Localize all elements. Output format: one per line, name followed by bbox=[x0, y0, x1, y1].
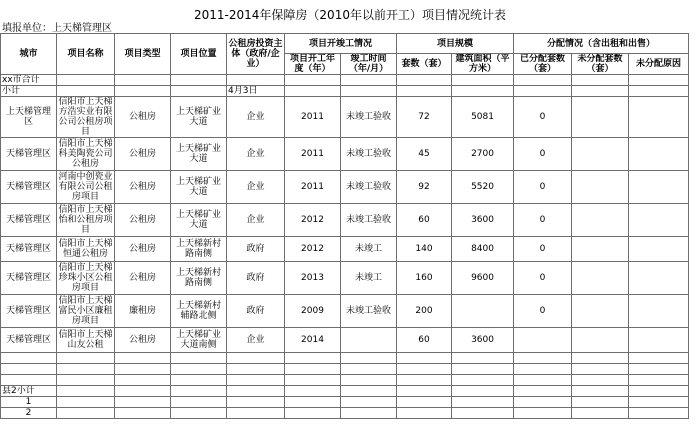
row-location: 上天梯新村路南侧 bbox=[171, 237, 227, 262]
row-start-year: 2012 bbox=[285, 204, 341, 237]
row-location: 上天梯矿业大道 bbox=[171, 171, 227, 204]
header-area: 建筑面积（平方米） bbox=[452, 54, 514, 75]
row-allocated: 0 bbox=[514, 204, 572, 237]
row-location: 上天梯矿业大道 bbox=[171, 97, 227, 138]
header-allocation-group: 分配情况（含出租和出售） bbox=[514, 34, 689, 54]
row-unallocated-reason bbox=[629, 204, 689, 237]
table-row bbox=[1, 171, 689, 204]
city-total-label: xx市合计 bbox=[1, 75, 57, 86]
row-location: 上天梯矿业大道 bbox=[171, 204, 227, 237]
row-units: 92 bbox=[397, 171, 452, 204]
row-units: 60 bbox=[397, 328, 452, 353]
data-table bbox=[0, 33, 689, 419]
row-area: 3600 bbox=[452, 204, 514, 237]
county2-subtotal-label: 县2小计 bbox=[1, 386, 57, 397]
row-start-year: 2011 bbox=[285, 138, 341, 171]
table-title: 2011-2014年保障房（2010年以前开工）项目情况统计表 bbox=[194, 8, 506, 22]
header-units: 套数（套） bbox=[397, 54, 452, 75]
row-start-year: 2011 bbox=[285, 97, 341, 138]
row-investor: 企业 bbox=[227, 328, 285, 353]
table-row bbox=[1, 97, 689, 138]
row-area: 9600 bbox=[452, 262, 514, 295]
row-start-year: 2014 bbox=[285, 328, 341, 353]
row-unallocated-reason bbox=[629, 328, 689, 353]
row-completion: 未竣工验收 bbox=[341, 138, 397, 171]
row-allocated: 0 bbox=[514, 97, 572, 138]
row-allocated bbox=[514, 328, 572, 353]
row-location: 上天梯矿业大道南侧 bbox=[171, 328, 227, 353]
row-area bbox=[452, 295, 514, 328]
row-units: 45 bbox=[397, 138, 452, 171]
table-row bbox=[1, 295, 689, 328]
header-city: 城市 bbox=[1, 34, 57, 75]
row-allocated: 0 bbox=[514, 262, 572, 295]
row-city: 天梯管理区 bbox=[1, 328, 57, 353]
row-project-type: 公租房 bbox=[115, 204, 171, 237]
row-investor: 企业 bbox=[227, 204, 285, 237]
row-investor: 政府 bbox=[227, 237, 285, 262]
row-project-name: 河南中创瓷业有限公司公租房项目 bbox=[58, 172, 113, 202]
row-start-year: 2012 bbox=[285, 237, 341, 262]
row-units: 60 bbox=[397, 204, 452, 237]
row-completion: 未竣工验收 bbox=[341, 171, 397, 204]
row-area: 3600 bbox=[452, 328, 514, 353]
row-project-name: 信阳市上天梯方浩实业有限公司公租房项目 bbox=[58, 97, 113, 137]
row-project-type: 廉租房 bbox=[115, 295, 171, 328]
row-unallocated bbox=[572, 97, 629, 138]
row-city: 天梯管理区 bbox=[1, 171, 57, 204]
row-project-type: 公租房 bbox=[115, 328, 171, 353]
table-row bbox=[1, 328, 689, 353]
row-unallocated-reason bbox=[629, 138, 689, 171]
header-allocated: 已分配套数（套） bbox=[514, 54, 572, 75]
row-city: 天梯管理区 bbox=[1, 237, 57, 262]
header-investor: 公租房投资主体（政府/企业） bbox=[227, 34, 285, 75]
row-project-name: 信阳市上天梯怡和公租房项目 bbox=[58, 205, 113, 235]
row-allocated: 0 bbox=[514, 138, 572, 171]
header-project-name: 项目名称 bbox=[57, 34, 115, 75]
row-number-2: 2 bbox=[1, 408, 57, 419]
row-location: 上天梯新村路南侧 bbox=[171, 262, 227, 295]
row-city: 天梯管理区 bbox=[1, 295, 57, 328]
table-row bbox=[1, 262, 689, 295]
reporting-unit: 填报单位：上天梯管理区 bbox=[2, 23, 112, 34]
row-unallocated-reason bbox=[629, 171, 689, 204]
row-units: 200 bbox=[397, 295, 452, 328]
row-project-name: 信阳市上天梯科美陶瓷公司公租房 bbox=[58, 139, 113, 169]
row-project-type: 公租房 bbox=[115, 97, 171, 138]
row-number-1: 1 bbox=[1, 397, 57, 408]
subtotal-label: 小计 bbox=[1, 86, 57, 97]
header-unallocated-reason: 未分配原因 bbox=[629, 54, 689, 75]
row-investor: 企业 bbox=[227, 171, 285, 204]
row-investor: 企业 bbox=[227, 97, 285, 138]
row-unallocated-reason bbox=[629, 97, 689, 138]
row-unallocated bbox=[572, 204, 629, 237]
row-city: 天梯管理区 bbox=[1, 204, 57, 237]
header-project-location: 项目位置 bbox=[171, 34, 227, 75]
row-completion: 未竣工验收 bbox=[341, 204, 397, 237]
row-project-name: 信阳市上天梯富民小区廉租房项目 bbox=[58, 296, 113, 326]
table-row bbox=[1, 138, 689, 171]
row-unallocated bbox=[572, 328, 629, 353]
row-city: 天梯管理区 bbox=[1, 262, 57, 295]
row-completion bbox=[341, 328, 397, 353]
row-allocated: 0 bbox=[514, 295, 572, 328]
header-start-year: 项目开工年度（年） bbox=[285, 54, 341, 75]
table-row bbox=[1, 237, 689, 262]
row-start-year: 2011 bbox=[285, 171, 341, 204]
row-unallocated-reason bbox=[629, 295, 689, 328]
row-project-type: 公租房 bbox=[115, 138, 171, 171]
row-unallocated-reason bbox=[629, 262, 689, 295]
row-area: 5520 bbox=[452, 171, 514, 204]
header-project-type: 项目类型 bbox=[115, 34, 171, 75]
row-unallocated-reason bbox=[629, 237, 689, 262]
row-project-type: 公租房 bbox=[115, 237, 171, 262]
row-completion: 未竣工验收 bbox=[341, 295, 397, 328]
row-project-name: 信阳市上天梯恒通公租房 bbox=[57, 237, 115, 262]
row-start-year: 2009 bbox=[285, 295, 341, 328]
row-location: 上天梯新村辅路北侧 bbox=[171, 295, 227, 328]
row-location: 上天梯矿业大道 bbox=[171, 138, 227, 171]
header-scale-group: 项目规模 bbox=[397, 34, 514, 54]
row-unallocated bbox=[572, 295, 629, 328]
row-investor: 政府 bbox=[227, 295, 285, 328]
row-unallocated bbox=[572, 237, 629, 262]
row-project-name: 信阳市上天梯珍珠小区公租房项目 bbox=[58, 263, 113, 293]
row-investor: 政府 bbox=[227, 262, 285, 295]
row-completion: 未竣工 bbox=[341, 262, 397, 295]
row-project-name: 信阳市上天梯山友公租 bbox=[57, 328, 115, 353]
row-unallocated bbox=[572, 138, 629, 171]
row-project-type: 公租房 bbox=[115, 171, 171, 204]
row-area: 8400 bbox=[452, 237, 514, 262]
row-area: 2700 bbox=[452, 138, 514, 171]
row-units: 160 bbox=[397, 262, 452, 295]
row-unallocated bbox=[572, 262, 629, 295]
row-units: 72 bbox=[397, 97, 452, 138]
row-units: 140 bbox=[397, 237, 452, 262]
table-row bbox=[1, 204, 689, 237]
row-completion: 未竣工 bbox=[341, 237, 397, 262]
row-investor: 企业 bbox=[227, 138, 285, 171]
subtotal-date: 4月3日 bbox=[227, 86, 285, 97]
row-project-type: 公租房 bbox=[115, 262, 171, 295]
header-unallocated: 未分配套数（套） bbox=[572, 54, 629, 75]
header-completion-time: 竣工时间（年/月） bbox=[341, 54, 397, 75]
row-unallocated bbox=[572, 171, 629, 204]
row-area: 5081 bbox=[452, 97, 514, 138]
row-completion: 未竣工验收 bbox=[341, 97, 397, 138]
row-city: 上天梯管理区 bbox=[1, 97, 57, 138]
header-start-group: 项目开竣工情况 bbox=[285, 34, 397, 54]
row-allocated: 0 bbox=[514, 171, 572, 204]
row-allocated: 0 bbox=[514, 237, 572, 262]
row-city: 天梯管理区 bbox=[1, 138, 57, 171]
row-start-year: 2013 bbox=[285, 262, 341, 295]
